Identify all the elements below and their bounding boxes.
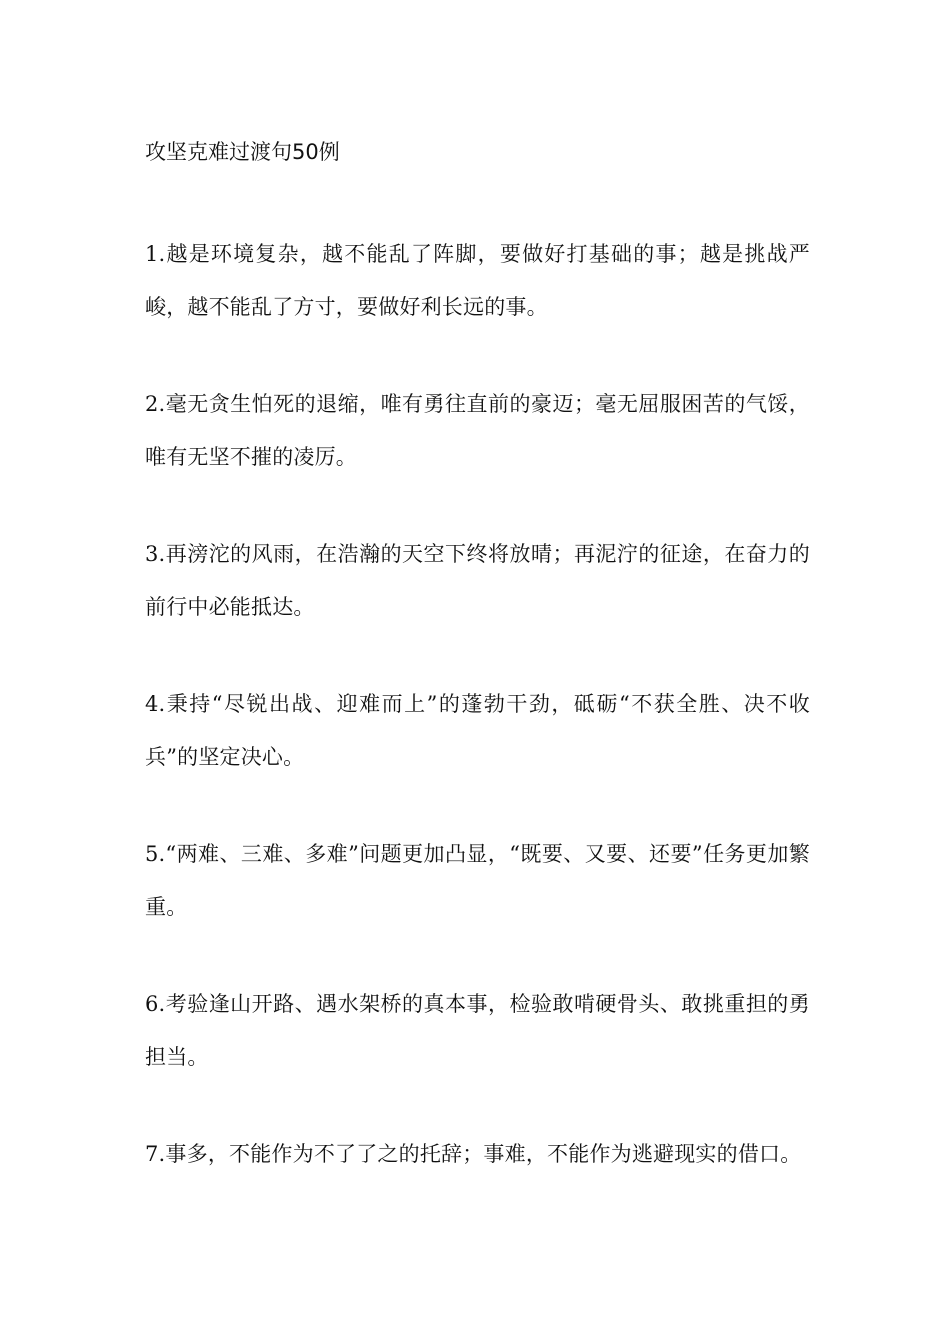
- sentence-item-6: 6.考验逢山开路、遇水架桥的真本事，检验敢啃硬骨头、敢挑重担的勇担当。: [145, 992, 810, 1069]
- sentence-list: [145, 228, 810, 1181]
- sentence-item-3: 3.再滂沱的风雨，在浩瀚的天空下终将放晴；再泥泞的征途，在奋力的前行中必能抵达。: [145, 542, 810, 619]
- sentence-item-2: 2.毫无贪生怕死的退缩，唯有勇往直前的豪迈；毫无屈服困苦的气馁，唯有无坚不摧的凌厉。: [145, 392, 810, 469]
- sentence-item-4: 4.秉持“尽锐出战、迎难而上”的蓬勃干劲，砥砺“不获全胜、决不收兵”的坚定决心。: [145, 692, 810, 769]
- sentence-item-5: 5.“两难、三难、多难”问题更加凸显，“既要、又要、还要”任务更加繁重。: [145, 842, 810, 919]
- document-page: [145, 132, 810, 1225]
- sentence-item-7: 7.事多，不能作为不了了之的托辞；事难，不能作为逃避现实的借口。: [145, 1142, 802, 1166]
- sentence-item-1: 1.越是环境复杂，越不能乱了阵脚，要做好打基础的事；越是挑战严峻，越不能乱了方寸，要做好利长远的事。: [145, 242, 810, 319]
- document-title: 攻坚克难过渡句50例: [145, 140, 340, 164]
